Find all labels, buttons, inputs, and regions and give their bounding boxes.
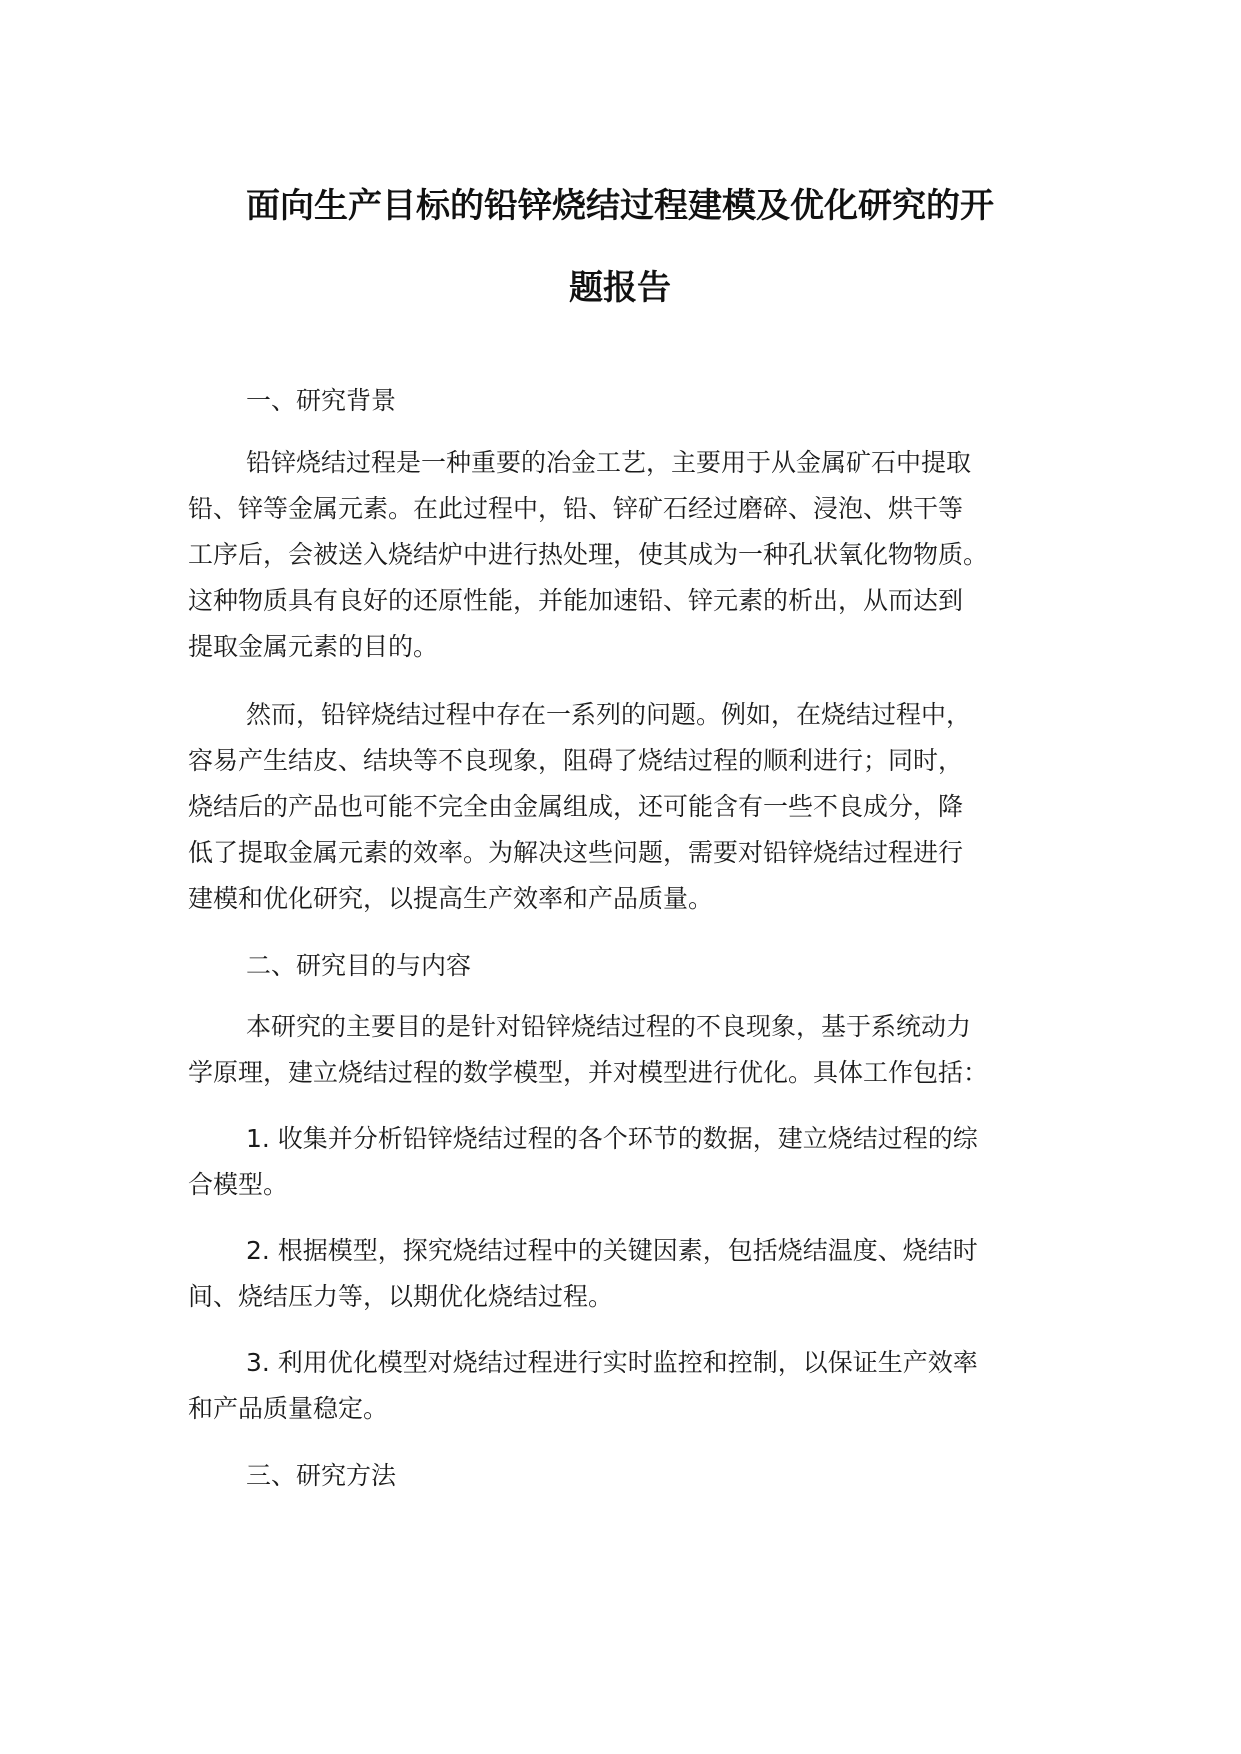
list-item-line: 2. 根据模型，探究烧结过程中的关键因素，包括烧结温度、烧结时: [246, 1236, 978, 1265]
paragraph-line: 提取金属元素的目的。: [188, 632, 439, 661]
list-item-line: 间、烧结压力等，以期优化烧结过程。: [188, 1282, 614, 1311]
list-item-line: 和产品质量稳定。: [188, 1394, 389, 1423]
paragraph-line: 建模和优化研究，以提高生产效率和产品质量。: [188, 884, 714, 913]
paragraph-line: 本研究的主要目的是针对铅锌烧结过程的不良现象，基于系统动力: [246, 1012, 972, 1041]
paragraph-line: 低了提取金属元素的效率。为解决这些问题，需要对铅锌烧结过程进行: [188, 838, 964, 867]
paragraph-line: 这种物质具有良好的还原性能，并能加速铅、锌元素的析出，从而达到: [188, 586, 964, 615]
document-title-continued: 题报告: [569, 268, 671, 308]
paragraph-line: 容易产生结皮、结块等不良现象，阻碍了烧结过程的顺利进行；同时，: [188, 746, 964, 775]
paragraph-line: 然而，铅锌烧结过程中存在一系列的问题。例如，在烧结过程中，: [246, 700, 972, 729]
paragraph-line: 铅锌烧结过程是一种重要的冶金工艺，主要用于从金属矿石中提取: [246, 448, 972, 477]
list-item-line: 1. 收集并分析铅锌烧结过程的各个环节的数据，建立烧结过程的综: [246, 1124, 978, 1153]
paragraph-line: 铅、锌等金属元素。在此过程中，铅、锌矿石经过磨碎、浸泡、烘干等: [188, 494, 964, 523]
paragraph-line: 工序后，会被送入烧结炉中进行热处理，使其成为一种孔状氧化物物质。: [188, 540, 989, 569]
document-title: 面向生产目标的铅锌烧结过程建模及优化研究的开: [246, 186, 994, 226]
paragraph-background-2: [188, 692, 1088, 922]
section-heading-background: 一、研究背景: [246, 386, 397, 415]
list-item-line: 合模型。: [188, 1170, 289, 1199]
paragraph-objectives: [188, 1004, 1088, 1096]
list-item-2: [188, 1228, 1088, 1320]
list-item-line: 3. 利用优化模型对烧结过程进行实时监控和控制，以保证生产效率: [246, 1348, 978, 1377]
paragraph-background-1: [188, 440, 1088, 670]
paragraph-line: 烧结后的产品也可能不完全由金属组成，还可能含有一些不良成分，降: [188, 792, 964, 821]
section-heading-objectives: 二、研究目的与内容: [246, 951, 472, 980]
list-item-1: [188, 1116, 1088, 1208]
list-item-3: [188, 1340, 1088, 1432]
paragraph-line: 学原理，建立烧结过程的数学模型，并对模型进行优化。具体工作包括：: [188, 1058, 989, 1087]
section-heading-methods: 三、研究方法: [246, 1461, 397, 1490]
